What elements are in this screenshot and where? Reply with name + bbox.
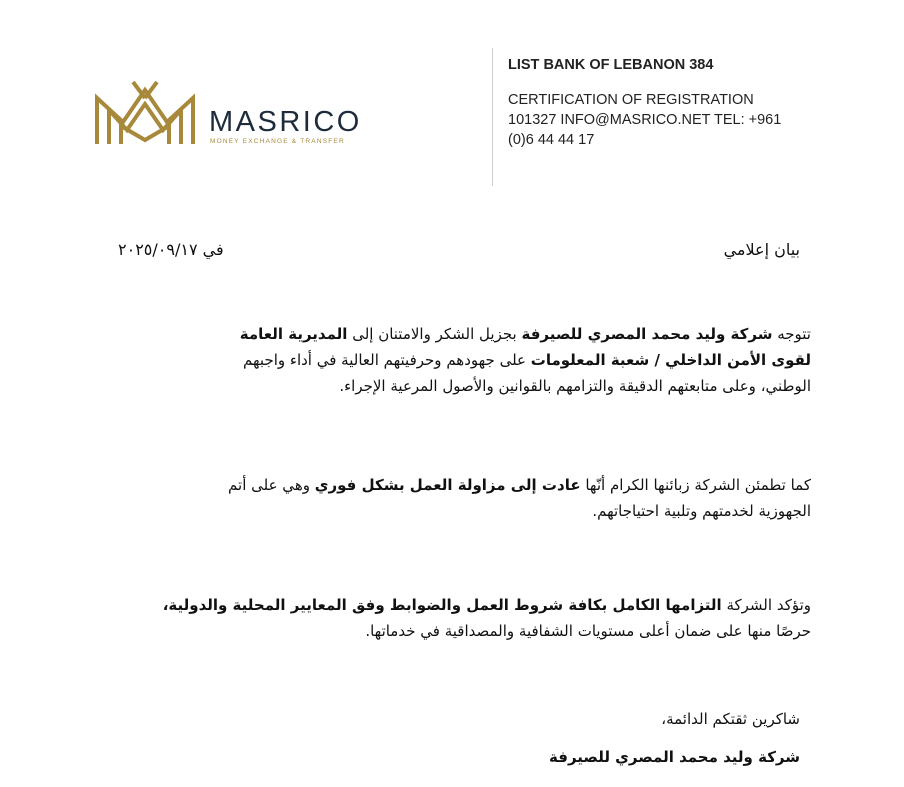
- paragraph-3: [111, 592, 811, 644]
- paragraph-1-line-1: تتوجه شركة وليد محمد المصري للصيرفة بجزيل الشكر والامتنان إلى المديرية العامة: [239, 325, 811, 343]
- brand-name: MASRICO: [209, 106, 362, 138]
- contact-line-1: 101327 INFO@MASRICO.NET TEL: +961: [508, 112, 782, 128]
- masrico-logo: [93, 78, 373, 148]
- paragraph-2-line-2: الجهوزية لخدمتهم وتلبية احتياجاتهم.: [592, 502, 811, 520]
- paragraph-2: [111, 472, 811, 524]
- signature: شركة وليد محمد المصري للصيرفة: [549, 748, 800, 766]
- paragraph-2-line-1: كما تطمئن الشركة زبائنها الكرام أنّها عادت إلى مزاولة العمل بشكل فوري وهي على أتم: [228, 476, 811, 494]
- contact-line-2: (0)6 44 44 17: [508, 132, 595, 148]
- certification-line: CERTIFICATION OF REGISTRATION: [508, 92, 754, 108]
- brand-tagline: MONEY EXCHANGE & TRANSFER: [210, 138, 345, 145]
- closing-line: شاكرين ثقتكم الدائمة،: [661, 710, 800, 728]
- date-value: ٢٠٢٥/٠٩/١٧: [118, 240, 198, 259]
- header-divider: [492, 48, 493, 186]
- masrico-emblem-icon: [93, 78, 197, 148]
- letter-date: [118, 240, 224, 259]
- date-prefix: في: [202, 240, 224, 259]
- paragraph-1-line-3: الوطني، وعلى متابعتهم الدقيقة والتزامهم بالقوانين والأصول المرعية الإجراء.: [339, 377, 811, 395]
- paragraph-3-line-1: وتؤكد الشركة التزامها الكامل بكافة شروط العمل والضوابط وفق المعايير المحلية والدولية،: [162, 596, 811, 614]
- bank-list-number: LIST BANK OF LEBANON 384: [508, 57, 714, 73]
- letter-title: بيان إعلامي: [723, 240, 800, 259]
- company-info: [508, 56, 808, 150]
- paragraph-3-line-2: حرصًا منها على ضمان أعلى مستويات الشفافية والمصداقية في خدماتها.: [365, 622, 811, 640]
- paragraph-1-line-2: لقوى الأمن الداخلي / شعبة المعلومات على جهودهم وحرفيتهم العالية في أداء واجبهم: [243, 351, 811, 369]
- paragraph-1: [111, 321, 811, 399]
